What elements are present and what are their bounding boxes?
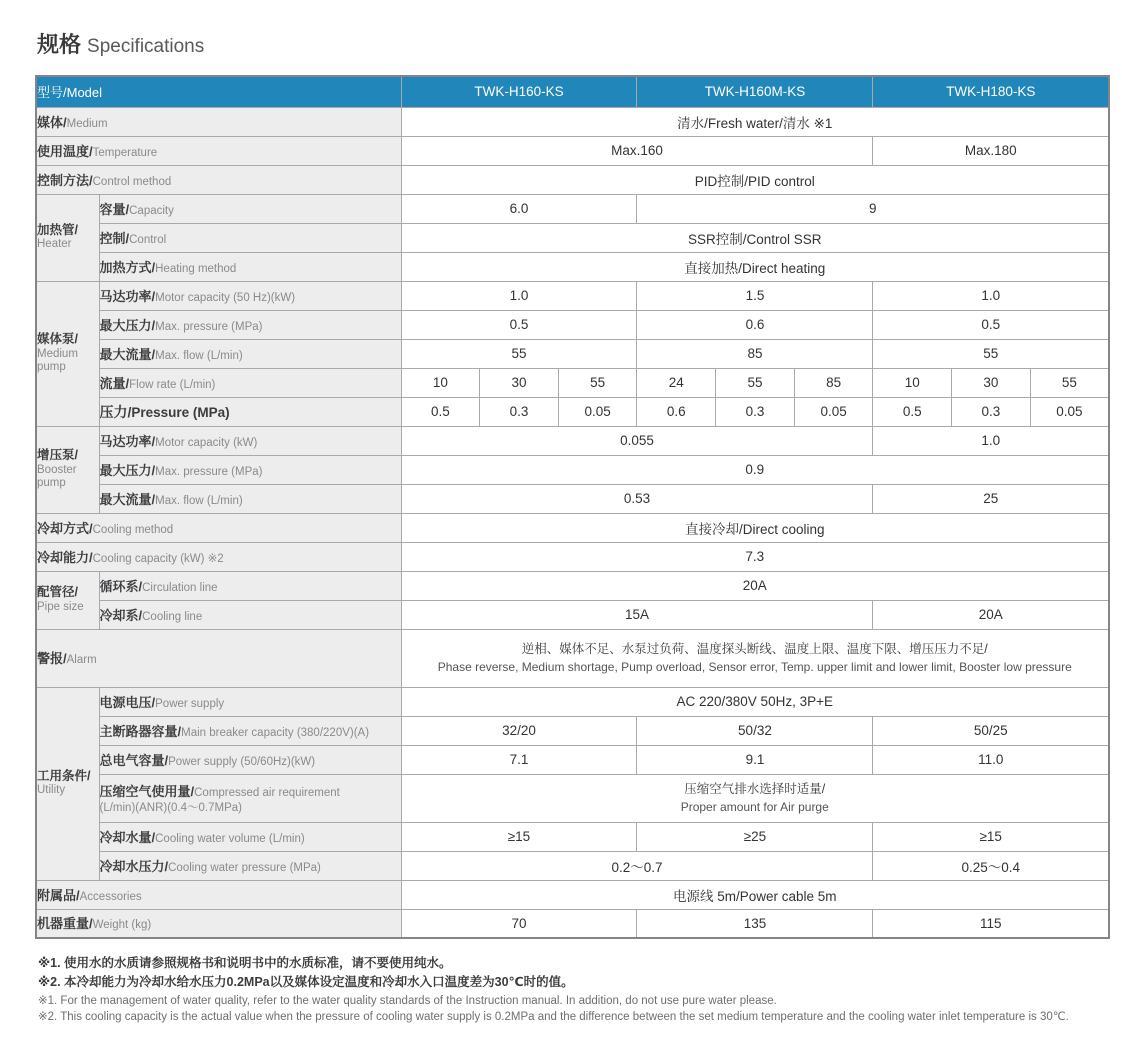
label-zh: 使用温度/ bbox=[37, 143, 93, 159]
cell-mp-max-flow-m3: 55 bbox=[873, 339, 1109, 368]
spec-row-mp-motor bbox=[36, 281, 1109, 310]
row-label-compressed-air bbox=[99, 774, 401, 822]
cell-mp-motor-m2: 1.5 bbox=[637, 281, 873, 310]
cell-flow-rate-4: 24 bbox=[637, 368, 716, 397]
label-en: Control method bbox=[92, 175, 172, 188]
footnote-zh-2: ※2. 本冷却能力为冷却水给水压力0.2MPa以及媒体设定温度和冷却水入口温度差为30℃时的值。 bbox=[38, 975, 574, 990]
label-en: Capacity bbox=[129, 204, 174, 217]
model-header-3: TWK-H180-KS bbox=[873, 76, 1109, 107]
label-en: Max. pressure (MPa) bbox=[155, 320, 263, 333]
cell-pressure-6: 0.05 bbox=[794, 397, 873, 426]
model-header-1: TWK-H160-KS bbox=[401, 76, 637, 107]
label-zh: 马达功率/ bbox=[99, 433, 156, 449]
cell-cooling-line-m3: 20A bbox=[873, 600, 1109, 629]
cell-weight-m1: 70 bbox=[401, 909, 637, 938]
row-label-total-power bbox=[99, 745, 401, 774]
row-label-temperature bbox=[36, 136, 401, 165]
row-label-water-volume bbox=[99, 822, 401, 851]
spec-row-cooling-line bbox=[36, 600, 1109, 629]
cell-cooling-method: 直接冷却/Direct cooling bbox=[401, 513, 1109, 542]
label-en: Cooling method bbox=[92, 523, 174, 536]
group-utility bbox=[36, 687, 99, 880]
row-label-mp-flow-rate bbox=[99, 368, 401, 397]
label-en: Cooling water pressure (MPa) bbox=[168, 861, 321, 874]
spec-row-mp-max-pressure bbox=[36, 310, 1109, 339]
spec-row-control-method bbox=[36, 165, 1109, 194]
spec-row-water-pressure bbox=[36, 851, 1109, 880]
cell-weight-m2: 135 bbox=[637, 909, 873, 938]
cell-total-power-m2: 9.1 bbox=[637, 745, 873, 774]
model-header-label: 型号/Model bbox=[36, 76, 401, 107]
cell-mp-motor-m1: 1.0 bbox=[401, 281, 637, 310]
spec-row-accessories bbox=[36, 880, 1109, 909]
cell-total-power-m3: 11.0 bbox=[873, 745, 1109, 774]
group-en: Booster pump bbox=[37, 463, 77, 490]
cell-alarm bbox=[401, 629, 1109, 687]
cell-bp-max-pressure: 0.9 bbox=[401, 455, 1109, 484]
cell-pressure-8: 0.3 bbox=[952, 397, 1031, 426]
cell-pressure-9: 0.05 bbox=[1030, 397, 1109, 426]
alarm-text-en: Phase reverse, Medium shortage, Pump overload, Sensor error, Temp. upper limit and lower limit, Booster low pressure bbox=[437, 660, 1072, 675]
label-zh: 电源电压/ bbox=[99, 694, 156, 710]
spec-row-mp-flow-rate bbox=[36, 368, 1109, 397]
label-zh: 冷却水量/ bbox=[99, 829, 156, 845]
spec-row-mp-max-flow bbox=[36, 339, 1109, 368]
label-zh: 冷却水压力/ bbox=[99, 858, 169, 874]
cell-temperature-m12: Max.160 bbox=[401, 136, 873, 165]
cell-breaker-m1: 32/20 bbox=[401, 716, 637, 745]
label-zh: 冷却方式/ bbox=[37, 520, 93, 536]
cell-water-volume-m2: ≥25 bbox=[637, 822, 873, 851]
row-label-mp-pressure bbox=[99, 397, 401, 426]
cell-bp-motor-m12: 0.055 bbox=[401, 426, 873, 455]
row-label-mp-max-pressure bbox=[99, 310, 401, 339]
page-title-en: Specifications bbox=[87, 36, 205, 57]
group-medium-pump bbox=[36, 281, 99, 426]
cell-pressure-1: 0.5 bbox=[401, 397, 480, 426]
cell-flow-rate-3: 55 bbox=[558, 368, 637, 397]
row-label-power-supply bbox=[99, 687, 401, 716]
cell-flow-rate-1: 10 bbox=[401, 368, 480, 397]
cell-flow-rate-9: 55 bbox=[1030, 368, 1109, 397]
label-en: Max. flow (L/min) bbox=[155, 349, 243, 362]
cell-total-power-m1: 7.1 bbox=[401, 745, 637, 774]
label-zh: 最大压力/ bbox=[99, 462, 156, 478]
spec-row-circulation-line bbox=[36, 571, 1109, 600]
cell-capacity-m1: 6.0 bbox=[401, 194, 637, 223]
spec-row-heater-control bbox=[36, 223, 1109, 252]
label-zh: 控制方法/ bbox=[37, 172, 93, 188]
spec-row-bp-motor bbox=[36, 426, 1109, 455]
cell-flow-rate-6: 85 bbox=[794, 368, 873, 397]
label-en: Max. flow (L/min) bbox=[155, 494, 243, 507]
spec-row-bp-max-pressure bbox=[36, 455, 1109, 484]
cell-water-pressure-m12: 0.2～0.7 bbox=[401, 851, 873, 880]
row-label-bp-max-pressure bbox=[99, 455, 401, 484]
spec-row-alarm bbox=[36, 629, 1109, 687]
footnote-en-1: ※1. For the management of water quality, refer to the water quality standards of the Instruction manual. In addition, do not use pure water please. bbox=[38, 994, 777, 1007]
label-zh: 加热方式/ bbox=[99, 259, 156, 275]
spec-row-temperature bbox=[36, 136, 1109, 165]
cell-power-supply: AC 220/380V 50Hz, 3P+E bbox=[401, 687, 1109, 716]
cell-pressure-4: 0.6 bbox=[637, 397, 716, 426]
label-zh: 附属品/ bbox=[37, 887, 80, 903]
label-en: Cooling line bbox=[142, 610, 203, 623]
group-en: Utility bbox=[37, 784, 66, 797]
label-en: Flow rate (L/min) bbox=[129, 378, 216, 391]
cell-accessories: 电源线 5m/Power cable 5m bbox=[401, 880, 1109, 909]
cell-flow-rate-2: 30 bbox=[480, 368, 559, 397]
cell-pressure-7: 0.5 bbox=[873, 397, 952, 426]
label-zh: 循环系/ bbox=[99, 578, 143, 594]
footnotes bbox=[38, 954, 1110, 1026]
spec-row-header bbox=[36, 76, 1109, 107]
cell-water-volume-m1: ≥15 bbox=[401, 822, 637, 851]
cell-bp-max-flow-m3: 25 bbox=[873, 484, 1109, 513]
label-en: Pressure (MPa) bbox=[131, 404, 230, 420]
cell-breaker-m2: 50/32 bbox=[637, 716, 873, 745]
label-zh: 媒体/ bbox=[37, 114, 67, 130]
label-zh: 机器重量/ bbox=[37, 916, 93, 932]
label-en: Temperature bbox=[92, 146, 158, 159]
group-en: Heater bbox=[37, 238, 72, 251]
cell-control-method: PID控制/PID control bbox=[401, 165, 1109, 194]
cell-flow-rate-5: 55 bbox=[716, 368, 795, 397]
cell-pressure-3: 0.05 bbox=[558, 397, 637, 426]
cell-weight-m3: 115 bbox=[873, 909, 1109, 938]
cell-capacity-m23: 9 bbox=[637, 194, 1109, 223]
cell-mp-max-flow-m1: 55 bbox=[401, 339, 637, 368]
cell-pressure-5: 0.3 bbox=[716, 397, 795, 426]
label-zh: 压力/ bbox=[99, 403, 132, 420]
alarm-text-zh: 逆相、媒体不足、水泵过负荷、温度探头断线、温度上限、温度下限、增压压力不足/ bbox=[521, 641, 988, 656]
row-label-bp-motor bbox=[99, 426, 401, 455]
group-booster-pump bbox=[36, 426, 99, 513]
label-en: Motor capacity (50 Hz)(kW) bbox=[155, 291, 296, 304]
cell-bp-motor-m3: 1.0 bbox=[873, 426, 1109, 455]
row-label-cooling-capacity bbox=[36, 542, 401, 571]
label-en: Weight (kg) bbox=[92, 919, 152, 932]
row-label-circulation-line bbox=[99, 571, 401, 600]
cell-temperature-m3: Max.180 bbox=[873, 136, 1109, 165]
cell-compressed-air bbox=[401, 774, 1109, 822]
group-pipe-size bbox=[36, 571, 99, 629]
footnote-zh-1: ※1. 使用水的水质请参照规格书和说明书中的水质标准，请不要使用纯水。 bbox=[38, 956, 452, 970]
group-en: Medium pump bbox=[37, 347, 78, 374]
label-en: Power supply bbox=[155, 697, 225, 710]
spec-row-cooling-capacity bbox=[36, 542, 1109, 571]
spec-row-weight bbox=[36, 909, 1109, 938]
row-label-cooling-method bbox=[36, 513, 401, 542]
cell-medium: 清水/Fresh water/清水 ※1 bbox=[401, 107, 1109, 136]
cell-mp-max-pressure-m1: 0.5 bbox=[401, 310, 637, 339]
cell-bp-max-flow-m12: 0.53 bbox=[401, 484, 873, 513]
label-zh: 最大压力/ bbox=[99, 317, 156, 333]
label-en: Motor capacity (kW) bbox=[155, 436, 258, 449]
label-zh: 总电气容量/ bbox=[99, 752, 169, 768]
row-label-mp-max-flow bbox=[99, 339, 401, 368]
cell-heating-method: 直接加热/Direct heating bbox=[401, 252, 1109, 281]
group-zh: 配管径/ bbox=[37, 585, 78, 600]
group-zh: 媒体泵/ bbox=[37, 331, 78, 346]
label-zh: 警报/ bbox=[37, 651, 67, 666]
cell-pressure-2: 0.3 bbox=[480, 397, 559, 426]
spec-row-mp-pressure bbox=[36, 397, 1109, 426]
cell-mp-motor-m3: 1.0 bbox=[873, 281, 1109, 310]
label-zh: 冷却能力/ bbox=[37, 549, 93, 565]
cell-flow-rate-7: 10 bbox=[873, 368, 952, 397]
row-label-heater-capacity bbox=[99, 194, 401, 223]
spec-row-heating-method bbox=[36, 252, 1109, 281]
spec-row-breaker bbox=[36, 716, 1109, 745]
row-label-medium bbox=[36, 107, 401, 136]
label-en: Cooling water volume (L/min) bbox=[155, 832, 305, 845]
row-label-mp-motor bbox=[99, 281, 401, 310]
compressed-air-text-en: Proper amount for Air purge bbox=[680, 800, 829, 815]
label-en: Control bbox=[129, 233, 167, 246]
label-zh: 容量/ bbox=[99, 201, 130, 217]
row-label-weight bbox=[36, 909, 401, 938]
label-en: Heating method bbox=[155, 262, 237, 275]
group-zh: 工用条件/ bbox=[37, 768, 91, 783]
label-en: Power supply (50/60Hz)(kW) bbox=[168, 755, 316, 768]
label-zh: 马达功率/ bbox=[99, 288, 156, 304]
cell-breaker-m3: 50/25 bbox=[873, 716, 1109, 745]
compressed-air-text-zh: 压缩空气排水选择时适量/ bbox=[684, 781, 826, 796]
cell-heater-control: SSR控制/Control SSR bbox=[401, 223, 1109, 252]
spec-row-heater-capacity bbox=[36, 194, 1109, 223]
cell-flow-rate-8: 30 bbox=[952, 368, 1031, 397]
cell-mp-max-flow-m2: 85 bbox=[637, 339, 873, 368]
label-zh: 最大流量/ bbox=[99, 346, 156, 362]
cell-water-volume-m3: ≥15 bbox=[873, 822, 1109, 851]
model-header-2: TWK-H160M-KS bbox=[637, 76, 873, 107]
spec-row-cooling-method bbox=[36, 513, 1109, 542]
row-label-accessories bbox=[36, 880, 401, 909]
row-label-water-pressure bbox=[99, 851, 401, 880]
cell-mp-max-pressure-m2: 0.6 bbox=[637, 310, 873, 339]
label-en: Max. pressure (MPa) bbox=[155, 465, 263, 478]
group-en: Pipe size bbox=[37, 600, 84, 613]
label-zh: 流量/ bbox=[99, 375, 130, 391]
spec-row-total-power bbox=[36, 745, 1109, 774]
cell-cooling-capacity: 7.3 bbox=[401, 542, 1109, 571]
label-en: Main breaker capacity (380/220V)(A) bbox=[181, 726, 370, 739]
page-title bbox=[37, 28, 1110, 59]
cell-circulation-line: 20A bbox=[401, 571, 1109, 600]
cell-cooling-line-m12: 15A bbox=[401, 600, 873, 629]
label-en: Accessories bbox=[79, 890, 142, 903]
label-zh: 最大流量/ bbox=[99, 491, 156, 507]
group-heater bbox=[36, 194, 99, 281]
row-label-control-method bbox=[36, 165, 401, 194]
row-label-heating-method bbox=[99, 252, 401, 281]
cell-mp-max-pressure-m3: 0.5 bbox=[873, 310, 1109, 339]
page-title-zh: 规格 bbox=[37, 32, 82, 57]
row-label-alarm bbox=[36, 629, 401, 687]
label-en: Circulation line bbox=[142, 581, 218, 594]
label-zh: 控制/ bbox=[99, 230, 130, 246]
label-en: Cooling capacity (kW) ※2 bbox=[92, 552, 224, 565]
spec-row-medium bbox=[36, 107, 1109, 136]
label-en: Alarm bbox=[66, 654, 97, 666]
row-label-cooling-line bbox=[99, 600, 401, 629]
row-label-bp-max-flow bbox=[99, 484, 401, 513]
cell-water-pressure-m3: 0.25～0.4 bbox=[873, 851, 1109, 880]
spec-table bbox=[35, 75, 1110, 939]
label-en: Medium bbox=[66, 117, 108, 130]
group-zh: 增压泵/ bbox=[37, 447, 78, 462]
group-zh: 加热管/ bbox=[37, 222, 78, 237]
spec-row-bp-max-flow bbox=[36, 484, 1109, 513]
row-label-heater-control bbox=[99, 223, 401, 252]
label-zh: 主断路器容量/ bbox=[99, 723, 182, 739]
label-en: Compressed air requirement bbox=[194, 786, 340, 799]
label-en-line2: (L/min)(ANR)(0.4～0.7MPa) bbox=[99, 801, 242, 814]
spec-row-compressed-air bbox=[36, 774, 1109, 822]
label-zh: 压缩空气使用量/ bbox=[99, 783, 195, 799]
footnote-en-2: ※2. This cooling capacity is the actual value when the pressure of cooling water supply is 0.2MPa and the difference between the set medium temperature and the cooling water inlet temperature is 30℃. bbox=[38, 1011, 1069, 1024]
label-zh: 冷却系/ bbox=[99, 607, 143, 623]
spec-row-power-supply bbox=[36, 687, 1109, 716]
spec-row-water-volume bbox=[36, 822, 1109, 851]
row-label-breaker bbox=[99, 716, 401, 745]
